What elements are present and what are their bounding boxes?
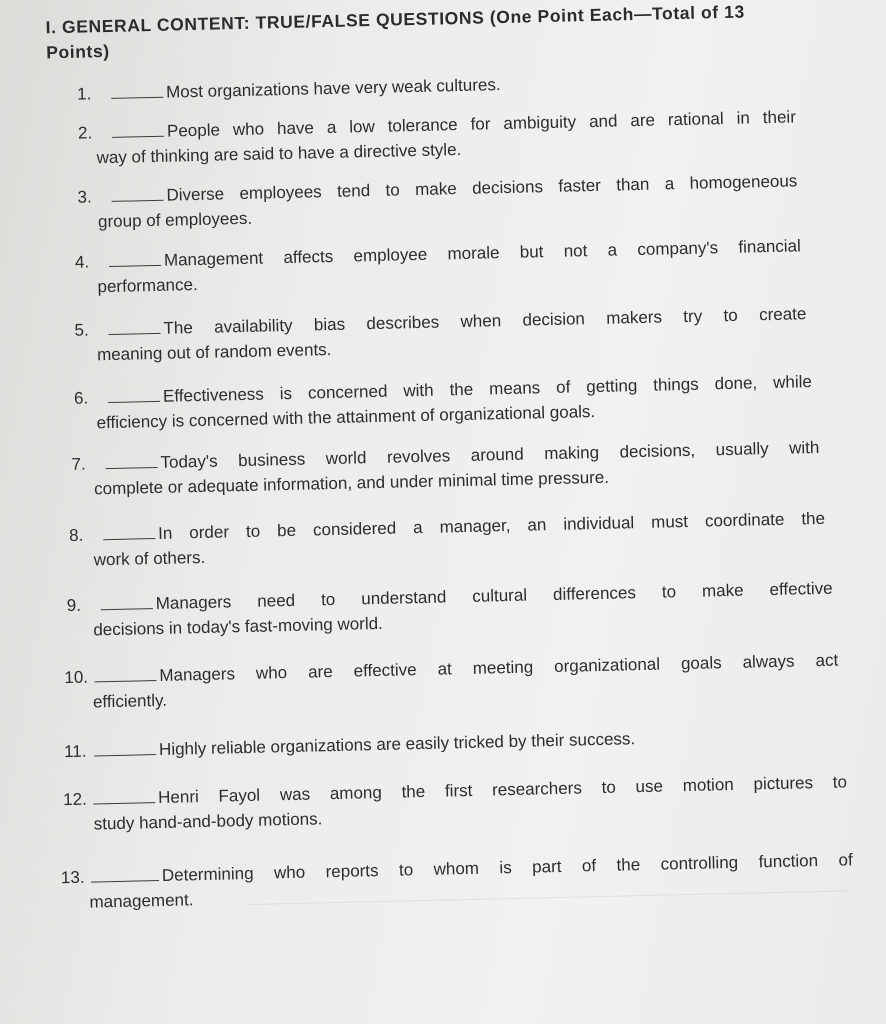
answer-blank[interactable] <box>103 526 155 540</box>
question-text-continued: efficiency is concerned with the attainment of organizational goals. <box>96 402 596 433</box>
question-11 <box>64 721 844 764</box>
question-text-continued: meaning out of random events. <box>96 339 332 365</box>
question-text-continued: efficiently. <box>92 690 168 712</box>
question-6 <box>74 369 813 436</box>
answer-blank[interactable] <box>105 455 157 469</box>
answer-blank[interactable] <box>101 596 153 610</box>
question-text: Managers who are effective at meeting organizational goals always act <box>159 650 839 685</box>
answer-blank[interactable] <box>109 253 161 267</box>
question-2 <box>78 104 797 170</box>
question-text: The availability bias describes when decision makers try to create <box>163 304 807 338</box>
question-number: 2. <box>77 123 93 143</box>
question-text-continued: performance. <box>97 274 198 297</box>
question-text: Today's business world revolves around making decisions, usually with <box>160 437 820 472</box>
question-text: Managers need to understand cultural differences to make effective <box>155 578 833 614</box>
question-text: Highly reliable organizations are easily tricked by their success. <box>158 729 636 759</box>
question-text: Henri Fayol was among the first researchers to use motion pictures to <box>157 772 848 808</box>
question-10 <box>64 648 839 716</box>
question-number: 5. <box>74 320 89 340</box>
question-first-line <box>77 65 797 106</box>
question-4 <box>75 233 802 299</box>
question-9 <box>66 576 833 643</box>
question-number: 7. <box>71 454 86 474</box>
question-text: Effectiveness is concerned with the means of getting things done, while <box>162 372 813 406</box>
question-text-continued: management. <box>89 890 194 912</box>
question-text: In order to be considered a manager, an individual must coordinate the <box>157 508 826 543</box>
question-text: Diverse employees tend to make decisions faster than a homogeneous <box>166 171 798 205</box>
question-number: 11. <box>63 741 87 762</box>
answer-blank[interactable] <box>94 668 156 682</box>
answer-blank[interactable] <box>111 85 163 99</box>
question-number: 12. <box>62 789 88 810</box>
question-text: Management affects employee morale but not a company's financial <box>163 236 802 270</box>
question-number: 10. <box>64 667 89 688</box>
answer-blank[interactable] <box>112 124 164 138</box>
section-heading-line1: I. GENERAL CONTENT: TRUE/FALSE QUESTIONS (One Point Each—Total of 13 <box>45 1 746 38</box>
section-heading-line2: Points) <box>45 40 110 63</box>
question-number: 13. <box>60 867 85 888</box>
question-text-continued: work of others. <box>93 547 206 570</box>
question-12 <box>63 769 848 837</box>
question-first-line <box>64 721 844 764</box>
question-5 <box>74 301 807 368</box>
question-text-continued: complete or adequate information, and under minimal time pressure. <box>93 467 610 499</box>
answer-blank[interactable] <box>111 188 163 202</box>
question-text: Determining who reports to whom is part of the controlling function of <box>161 850 853 885</box>
answer-blank[interactable] <box>108 389 160 403</box>
question-text-continued: way of thinking are said to have a directive style. <box>96 139 462 168</box>
question-1 <box>77 65 797 106</box>
question-number: 6. <box>73 388 89 408</box>
question-text-continued: decisions in today's fast-moving world. <box>93 613 384 640</box>
question-text: People who have a low tolerance for ambiguity and are rational in their <box>166 107 797 141</box>
question-number: 8. <box>68 525 84 545</box>
question-3 <box>77 168 798 234</box>
question-number: 9. <box>66 595 82 616</box>
question-number: 1. <box>76 84 92 104</box>
question-number: 3. <box>77 187 92 207</box>
question-text-continued: study hand-and-body motions. <box>93 809 323 834</box>
question-number: 4. <box>74 252 90 272</box>
answer-blank[interactable] <box>94 742 156 756</box>
answer-blank[interactable] <box>91 868 159 883</box>
section-heading <box>45 0 876 65</box>
question-8 <box>69 506 826 573</box>
answer-blank[interactable] <box>108 321 160 335</box>
question-text-continued: group of employees. <box>97 208 253 232</box>
question-7 <box>71 435 820 502</box>
question-13 <box>61 847 854 915</box>
question-text: Most organizations have very weak cultures. <box>165 75 501 102</box>
answer-blank[interactable] <box>93 790 155 804</box>
